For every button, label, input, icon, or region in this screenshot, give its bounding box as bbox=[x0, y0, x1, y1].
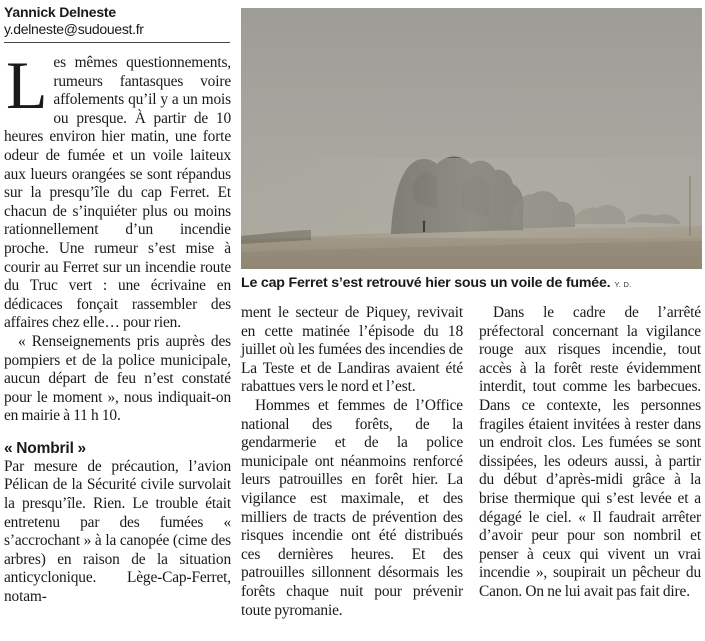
article-column-2 bbox=[241, 304, 463, 620]
paragraph: Par mesure de précaution, l’avion Pélican de la Sécurité civile survolait la presqu’île. Rien. Le trouble était entretenu par des fumées « s’accrochant » à la canopée (cime des arbres) en raison de la situation anticyclonique. Lège-Cap-Ferret, notam- bbox=[4, 457, 231, 606]
subheading: « Nombril » bbox=[4, 439, 86, 457]
caption-text: Le cap Ferret s’est retrouvé hier sous un voile de fumée. bbox=[241, 275, 611, 291]
article-column-1 bbox=[4, 47, 231, 607]
paragraph: « Renseignements pris auprès des pompiers et de la police municipale, aucun départ de feu n’est constaté pour le moment », nous indiquait-on en mairie à 11 h 10. bbox=[4, 332, 231, 425]
photo-credit: Y. D. bbox=[614, 280, 632, 289]
byline-divider bbox=[4, 42, 230, 43]
paragraph: Dans le cadre de l’arrêté préfectoral concernant la vigilance rouge aux risques incendie, tout accès à la forêt reste évidemment interdit, tout comme les barbecues. Dans ce contexte, les personnes fragiles étaient invitées à rester dans un endroit clos. Les fumées se sont dissipées, les odeurs aussi, à partir du début d’après-midi grâce à la brise thermique qui s’est levée et a dégagé le ciel. « Il faudrait arrêter d’avoir peur pour son nombril et penser à ceux qui vivent un vrai incendie », soupirait un pêcheur du Canon. On ne lui avait pas fait dire. bbox=[479, 304, 701, 600]
photo-caption bbox=[241, 274, 702, 294]
author-email[interactable]: y.delneste@sudouest.fr bbox=[4, 21, 144, 37]
paragraph: es mêmes questionnements, rumeurs fantasques voire affolements qu’il y a un mois ou presque. À partir de 10 heures environ hier matin, une forte odeur de fumée et un voile laiteux aux lueurs orangées se sont répandus sur la presqu’île du cap Ferret. Et chacun de s’inquiéter plus ou moins rationnellement d’un incendie proche. Une rumeur s’est mise à courir au Ferret sur un incendie route du Truc vert : une écrivaine en dédicaces fonçait rassembler des affaires chez elle… pour rien. bbox=[4, 54, 231, 332]
drop-cap: L bbox=[6, 47, 48, 123]
paragraph: Hommes et femmes de l’Office national des forêts, de la gendarmerie et de la police municipale ont néanmoins renforcé leurs patrouilles en forêt hier. La vigilance est maximale, et des milliers de tracts de prévention des risques incendie ont été distribués ces dernières heures. Et des patrouilles sillonnent désormais les forêts chaque nuit pour prévenir toute pyromanie. bbox=[241, 396, 463, 619]
author-name: Yannick Delneste bbox=[4, 4, 116, 20]
byline bbox=[4, 4, 232, 38]
smoky-beach-photo bbox=[241, 8, 702, 269]
article-column-3 bbox=[479, 304, 701, 602]
article-photo bbox=[241, 8, 702, 269]
paragraph: ment le secteur de Piquey, revivait en cette matinée l’épisode du 18 juillet où les fumées des incendies de La Teste et de Landiras avaient été rabattues vers le nord et l’est. bbox=[241, 304, 463, 396]
